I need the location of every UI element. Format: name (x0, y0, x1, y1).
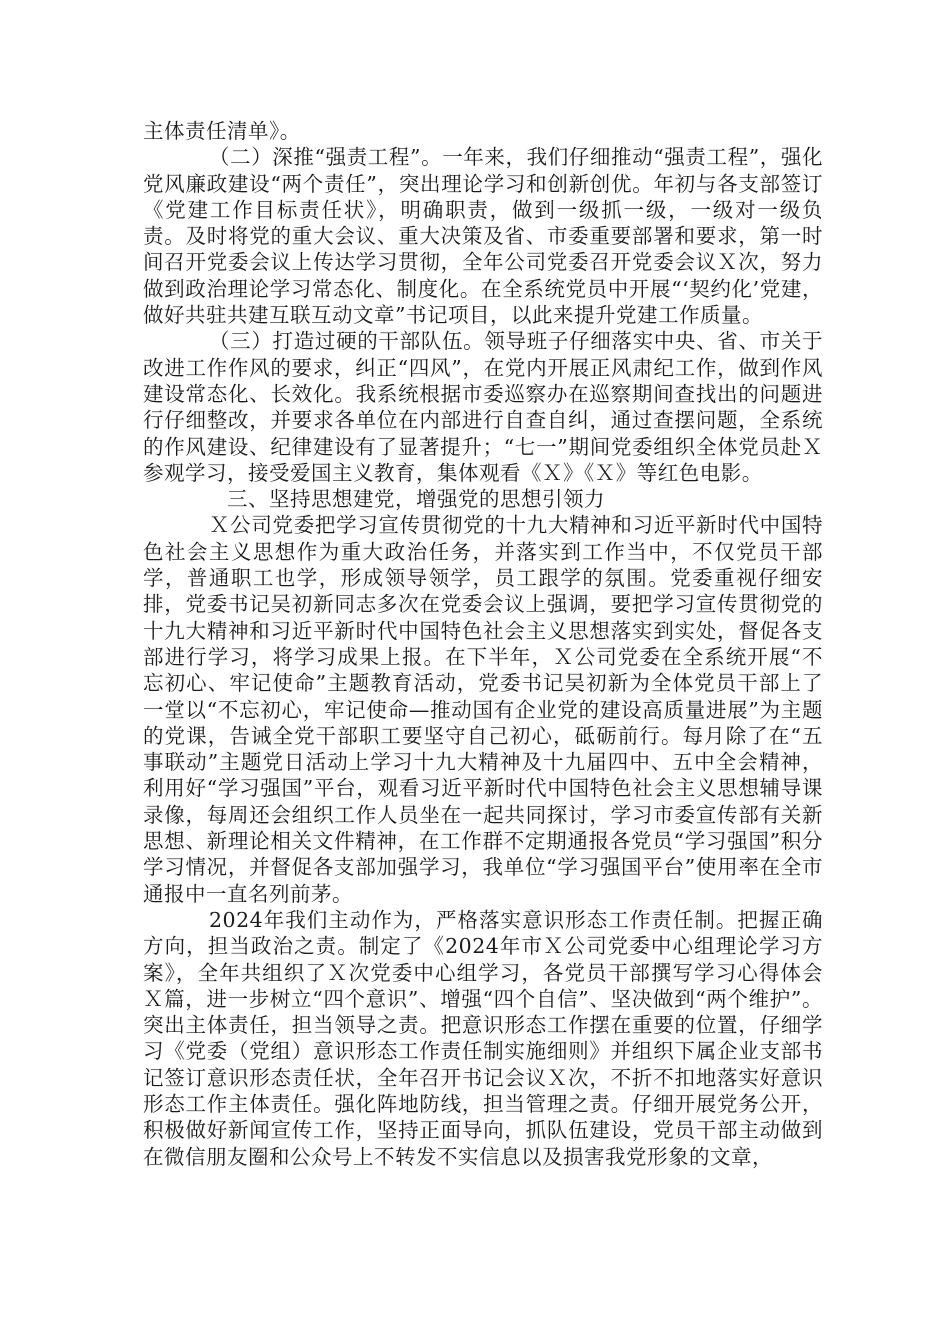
paragraph-ideology-work: 2024年我们主动作为，严格落实意识形态工作责任制。把握正确方向，担当政治之责。制定了《2024年市Ｘ公司党委中心组理论学习方案》，全年共组织了Ｘ次党委中心组学习，各党员干部撰写学习心得体会Ｘ篇，进一步树立“四个意识”、增强“四个自信”、坚决做到“两个维护”。突出主体责任，担当领导之责。把意识形态工作摆在重要的位置，仔细学习《党委（党组）意识形态工作责任制实施细则》并组织下属企业支部书记签订意识形态责任状，全年召开书记会议Ｘ次，不折不扣地落实好意识形态工作主体责任。强化阵地防线，担当管理之责。仔细开展党务公开，积极做好新闻宣传工作，坚持正面导向，抓队伍建设，党员干部主动做到在微信朋友圈和公众号上不转发不实信息以及损害我党形象的文章， (143, 907, 823, 1169)
document-body (143, 118, 823, 1170)
paragraph-study: Ｘ公司党委把学习宣传贯彻党的十九大精神和习近平新时代中国特色社会主义思想作为重大政治任务，并落实到工作当中，不仅党员干部学，普通职工也学，形成领导领学，员工跟学的氛围。党委重视仔细安排，党委书记吴初新同志多次在党委会议上强调，要把学习宣传贯彻党的十九大精神和习近平新时代中国特色社会主义思想落实到实处，督促各支部进行学习，将学习成果上报。在下半年，Ｘ公司党委在全系统开展“不忘初心、牢记使命”主题教育活动，党委书记吴初新为全体党员干部上了一堂以“不忘初心，牢记使命—推动国有企业党的建设高质量进展”为主题的党课，告诫全党干部职工要坚守自己初心，砥砺前行。每月除了在“五事联动”主题党日活动上学习十九大精神及十九届四中、五中全会精神，利用好“学习强国”平台，观看习近平新时代中国特色社会主义思想辅导课录像，每周还会组织工作人员坐在一起共同探讨，学习市委宣传部有关新思想、新理论相关文件精神，在工作群不定期通报各党员“学习强国”积分学习情况，并督促各支部加强学习，我单位“学习强国平台”使用率在全市通报中一直名列前茅。 (143, 513, 823, 906)
section-heading: 三、坚持思想建党，增强党的思想引领力 (227, 487, 605, 512)
paragraph-section-three: （三）打造过硬的干部队伍。领导班子仔细落实中央、省、市关于改进工作作风的要求，纠正“四风”，在党内开展正风肃纪工作，做到作风建设常态化、长效化。我系统根据市委巡察办在巡察期间查找出的问题进行仔细整改，并要求各单位在内部进行自查自纠，通过查摆问题，全系统的作风建设、纪律建设有了显著提升；“七一”期间党委组织全体党员赴Ｘ参观学习，接受爱国主义教育，集体观看《Ｘ》《Ｘ》等红色电影。 (143, 329, 823, 485)
paragraph-continuation: 主体责任清单》。 (143, 119, 301, 143)
paragraph-section-two: （二）深推“强责工程”。一年来，我们仔细推动“强责工程”，强化党风廉政建设“两个责任”，突出理论学习和创新创优。年初与各支部签订《党建工作目标责任状》，明确职责，做到一级抓一级，一级对一级负责。及时将党的重大会议、重大决策及省、市委重要部署和要求，第一时间召开党委会议上传达学习贯彻，全年公司党委召开党委会议Ｘ次，努力做到政治理论学习常态化、制度化。在全系统党员中开展“‘契约化’党建，做好共驻共建互联互动文章”书记项目，以此来提升党建工作质量。 (143, 145, 823, 328)
